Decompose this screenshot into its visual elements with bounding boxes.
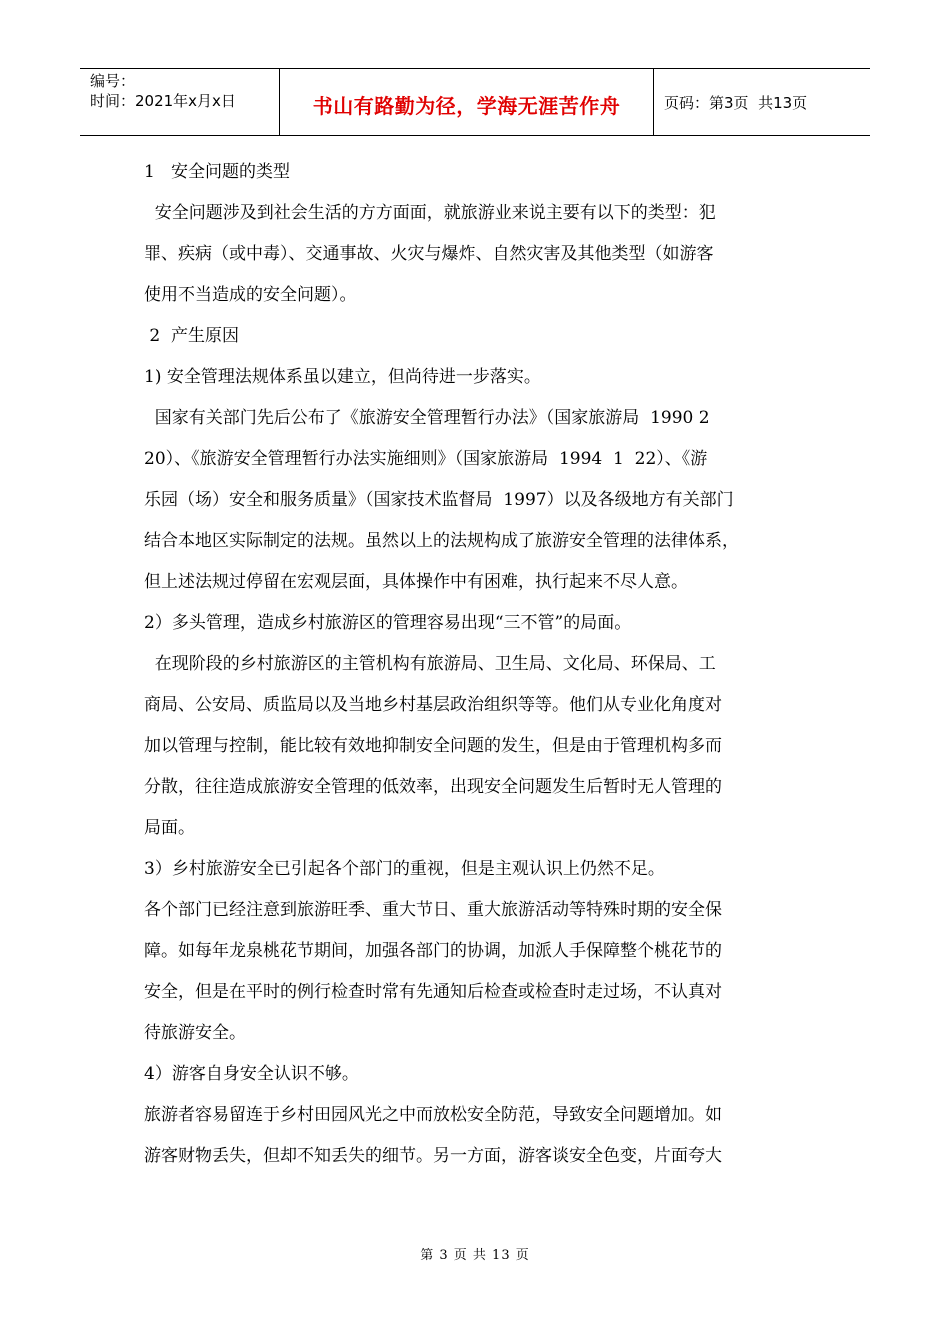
body-line: 4）游客自身安全认识不够。 [144, 1064, 359, 1084]
body-line: 使用不当造成的安全问题）。 [144, 285, 357, 305]
body-line: 安全问题涉及到社会生活的方方面面，就旅游业来说主要有以下的类型：犯 [144, 203, 716, 223]
body-line: 商局、公安局、质监局以及当地乡村基层政治组织等等。他们从专业化角度对 [144, 695, 722, 715]
header-meta-cell [80, 69, 280, 135]
body-line: 障。如每年龙泉桃花节期间，加强各部门的协调，加派人手保障整个桃花节的 [144, 941, 722, 961]
body-line: 各个部门已经注意到旅游旺季、重大节日、重大旅游活动等特殊时期的安全保 [144, 900, 722, 920]
document-number-label: 编号： [90, 72, 136, 90]
header-motto: 书山有路勤为径，学海无涯苦作舟 [312, 93, 621, 118]
page-footer: 第 3 页 共 13 页 [420, 1248, 530, 1263]
body-line: 但上述法规过停留在宏观层面，具体操作中有困难，执行起来不尽人意。 [144, 572, 688, 592]
header-page-label: 页码：第3页 共13页 [664, 93, 808, 112]
body-line: 1) 安全管理法规体系虽以建立，但尚待进一步落实。 [144, 367, 541, 387]
body-line: 安全，但是在平时的例行检查时常有先通知后检查或检查时走过场，不认真对 [144, 982, 722, 1002]
body-line: 3）乡村旅游安全已引起各个部门的重视，但是主观认识上仍然不足。 [144, 859, 665, 879]
body-line: 乐园（场）安全和服务质量》（国家技术监督局 1997）以及各级地方有关部门 [144, 490, 734, 510]
body-line: 国家有关部门先后公布了《旅游安全管理暂行办法》（国家旅游局 1990 2 [144, 408, 710, 428]
header-motto-cell [280, 69, 654, 135]
document-time-label: 时间：2021年x月x日 [90, 92, 236, 110]
body-line: 游客财物丢失，但却不知丢失的细节。另一方面，游客谈安全色变，片面夸大 [144, 1146, 722, 1166]
body-line: 20）、《旅游安全管理暂行办法实施细则》（国家旅游局 1994 1 22）、《游 [144, 449, 708, 469]
body-line: 罪、疾病（或中毒）、交通事故、火灾与爆炸、自然灾害及其他类型（如游客 [144, 244, 714, 264]
body-line: 在现阶段的乡村旅游区的主管机构有旅游局、卫生局、文化局、环保局、工 [144, 654, 716, 674]
body-line: 结合本地区实际制定的法规。虽然以上的法规构成了旅游安全管理的法律体系， [144, 531, 739, 551]
body-line: 1 安全问题的类型 [144, 162, 291, 182]
body-line: 2 产生原因 [144, 326, 240, 346]
document-body [144, 152, 808, 1177]
body-line: 旅游者容易留连于乡村田园风光之中而放松安全防范，导致安全问题增加。如 [144, 1105, 722, 1125]
header-page-cell [654, 69, 870, 135]
document-header [80, 68, 870, 136]
body-line: 分散，往往造成旅游安全管理的低效率，出现安全问题发生后暂时无人管理的 [144, 777, 722, 797]
body-line: 待旅游安全。 [144, 1023, 246, 1043]
body-line: 局面。 [144, 818, 195, 838]
body-line: 加以管理与控制，能比较有效地抑制安全问题的发生，但是由于管理机构多而 [144, 736, 722, 756]
body-line: 2）多头管理，造成乡村旅游区的管理容易出现“三不管”的局面。 [144, 613, 632, 633]
